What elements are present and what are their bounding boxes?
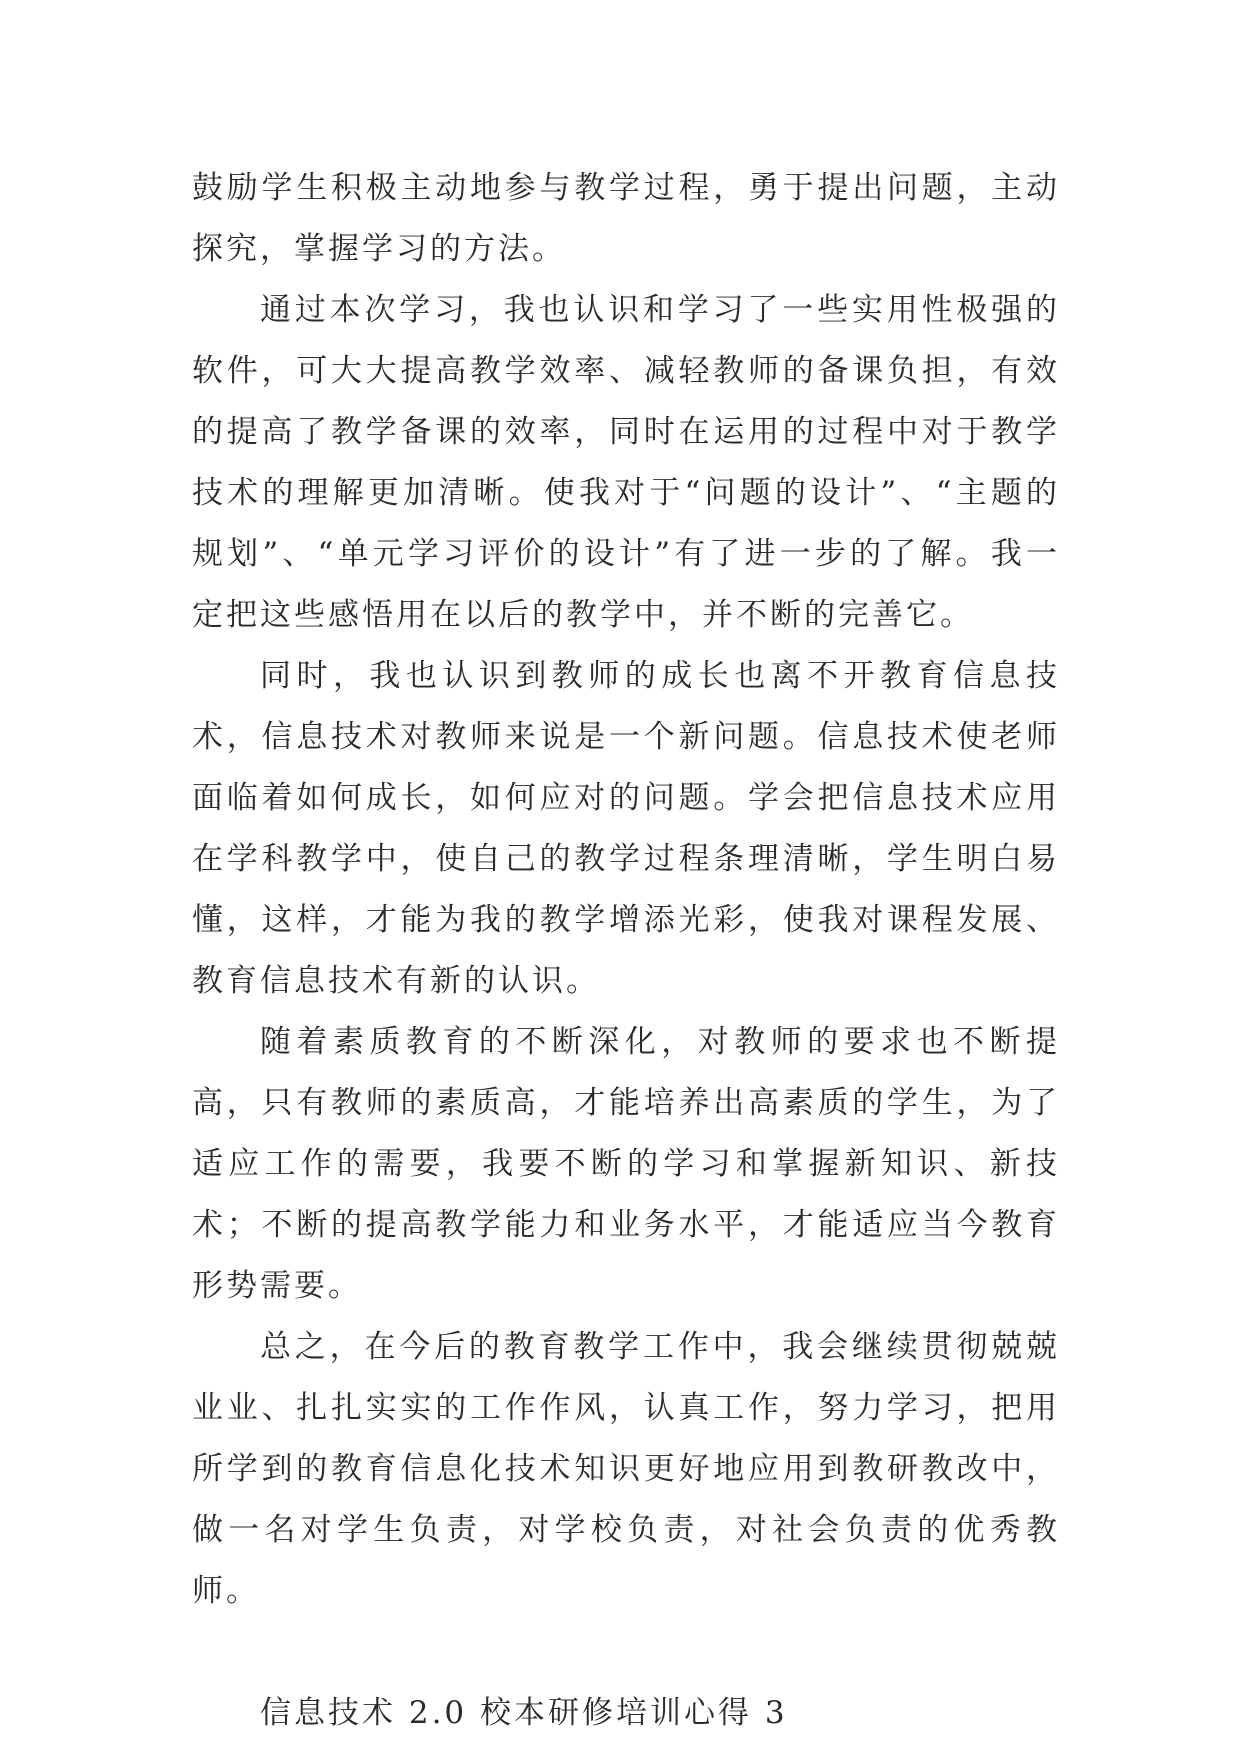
- paragraph-continuation: 鼓励学生积极主动地参与教学过程，勇于提出问题，主动探究，掌握学习的方法。: [192, 170, 1060, 267]
- paragraph-teacher-growth: 同时，我也认识到教师的成长也离不开教育信息技术，信息技术对教师来说是一个新问题。信息技术使老师面临着如何成长，如何应对的问题。学会把信息技术应用在学科教学中，使自己的教学过程条理清晰，学生明白易懂，这样，才能为我的教学增添光彩，使我对课程发展、教育信息技术有新的认识。: [192, 658, 1060, 999]
- paragraph-conclusion: 总之，在今后的教育教学工作中，我会继续贯彻兢兢业业、扎扎实实的工作作风，认真工作，努力学习，把用所学到的教育信息化技术知识更好地应用到教研教改中，做一名对学生负责，对学校负责，对社会负责的优秀教师。: [192, 1329, 1060, 1609]
- paragraph-software-learning: 通过本次学习，我也认识和学习了一些实用性极强的软件，可大大提高教学效率、减轻教师的备课负担，有效的提高了教学备课的效率，同时在运用的过程中对于教学技术的理解更加清晰。使我对于“问题的设计”、“主题的规划”、“单元学习评价的设计”有了进一步的了解。我一定把这些感悟用在以后的教学中，并不断的完善它。: [192, 292, 1060, 633]
- paragraph-quality-education: 随着素质教育的不断深化，对教师的要求也不断提高，只有教师的素质高，才能培养出高素质的学生，为了适应工作的需要，我要不断的学习和掌握新知识、新技术；不断的提高教学能力和业务水平，才能适应当今教育形势需要。: [192, 1024, 1060, 1304]
- section-heading: 信息技术 2.0 校本研修培训心得 3: [260, 1695, 788, 1731]
- document-body: [192, 158, 1060, 1744]
